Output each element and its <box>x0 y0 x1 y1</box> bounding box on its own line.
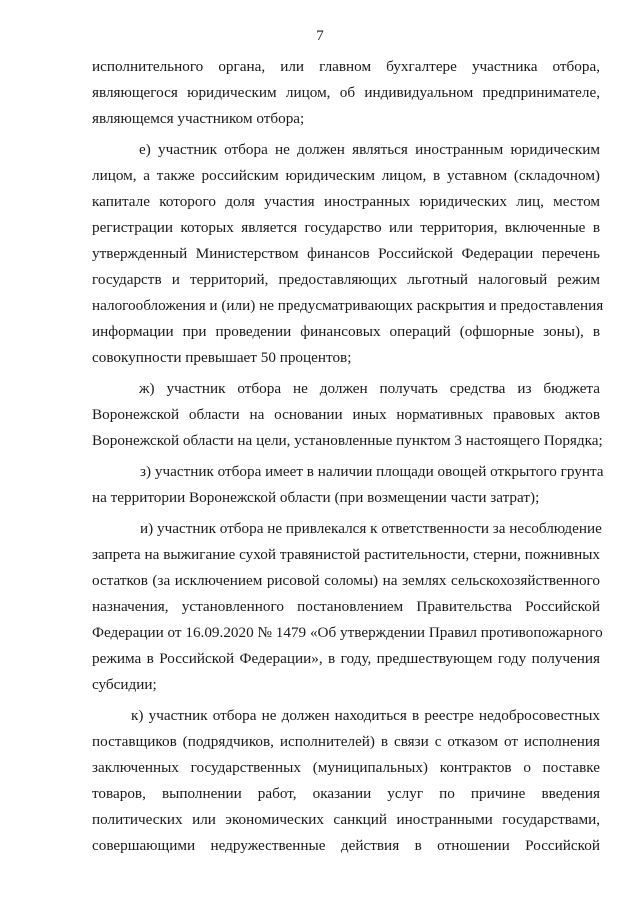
text-line: назначения, установленного постановлением Правительства Российской <box>92 598 600 615</box>
page-number: 7 <box>316 28 324 44</box>
text-line: режима в Российской Федерации», в году, предшествующем году получения <box>92 650 600 667</box>
text-line: являющегося юридическим лицом, об индивидуальном предпринимателе, <box>92 84 600 101</box>
text-line: товаров, выполнении работ, оказании услуг по причине введения <box>92 785 600 802</box>
text-line: Воронежской области на цели, установленные пунктом 3 настоящего Порядка; <box>92 432 603 449</box>
text-line: совокупности превышает 50 процентов; <box>92 349 352 366</box>
text-line: исполнительного органа, или главном бухгалтере участника отбора, <box>92 58 600 75</box>
text-line: запрета на выжигание сухой травянистой растительности, стерни, пожнивных <box>92 546 600 563</box>
text-line: ж) участник отбора не должен получать средства из бюджета <box>139 380 600 397</box>
text-line: поставщиков (подрядчиков, исполнителей) в связи с отказом от исполнения <box>92 733 600 750</box>
text-line: субсидии; <box>92 676 157 693</box>
text-line: утвержденный Министерством финансов Российской Федерации перечень <box>92 245 600 262</box>
text-line: з) участник отбора имеет в наличии площади овощей открытого грунта <box>140 463 604 480</box>
text-line: и) участник отбора не привлекался к ответственности за несоблюдение <box>140 520 602 537</box>
text-line: остатков (за исключением рисовой соломы) на землях сельскохозяйственного <box>92 572 600 589</box>
text-line: государств и территорий, предоставляющих льготный налоговый режим <box>92 271 600 288</box>
text-line: информации при проведении финансовых операций (офшорные зоны), в <box>92 323 600 340</box>
text-line: налогообложения и (или) не предусматривающих раскрытия и предоставления <box>92 297 604 314</box>
text-line: являющемся участником отбора; <box>92 110 305 127</box>
text-line: лицом, а также российским юридическим лицом, в уставном (складочном) <box>92 167 600 184</box>
text-line: политических или экономических санкций иностранными государствами, <box>92 811 600 828</box>
text-line: капитале которого доля участия иностранных юридических лиц, местом <box>92 193 600 210</box>
text-line: совершающими недружественные действия в отношении Российской <box>92 837 600 854</box>
text-line: Воронежской области на основании иных нормативных правовых актов <box>92 406 600 423</box>
text-line: Федерации от 16.09.2020 № 1479 «Об утверждении Правил противопожарного <box>92 624 603 641</box>
text-line: заключенных государственных (муниципальных) контрактов о поставке <box>92 759 600 776</box>
text-line: на территории Воронежской области (при возмещении части затрат); <box>92 489 540 506</box>
text-line: е) участник отбора не должен являться иностранным юридическим <box>139 141 600 158</box>
text-line: регистрации которых является государство или территория, включенные в <box>92 219 600 236</box>
text-line: к) участник отбора не должен находиться в реестре недобросовестных <box>131 707 600 724</box>
